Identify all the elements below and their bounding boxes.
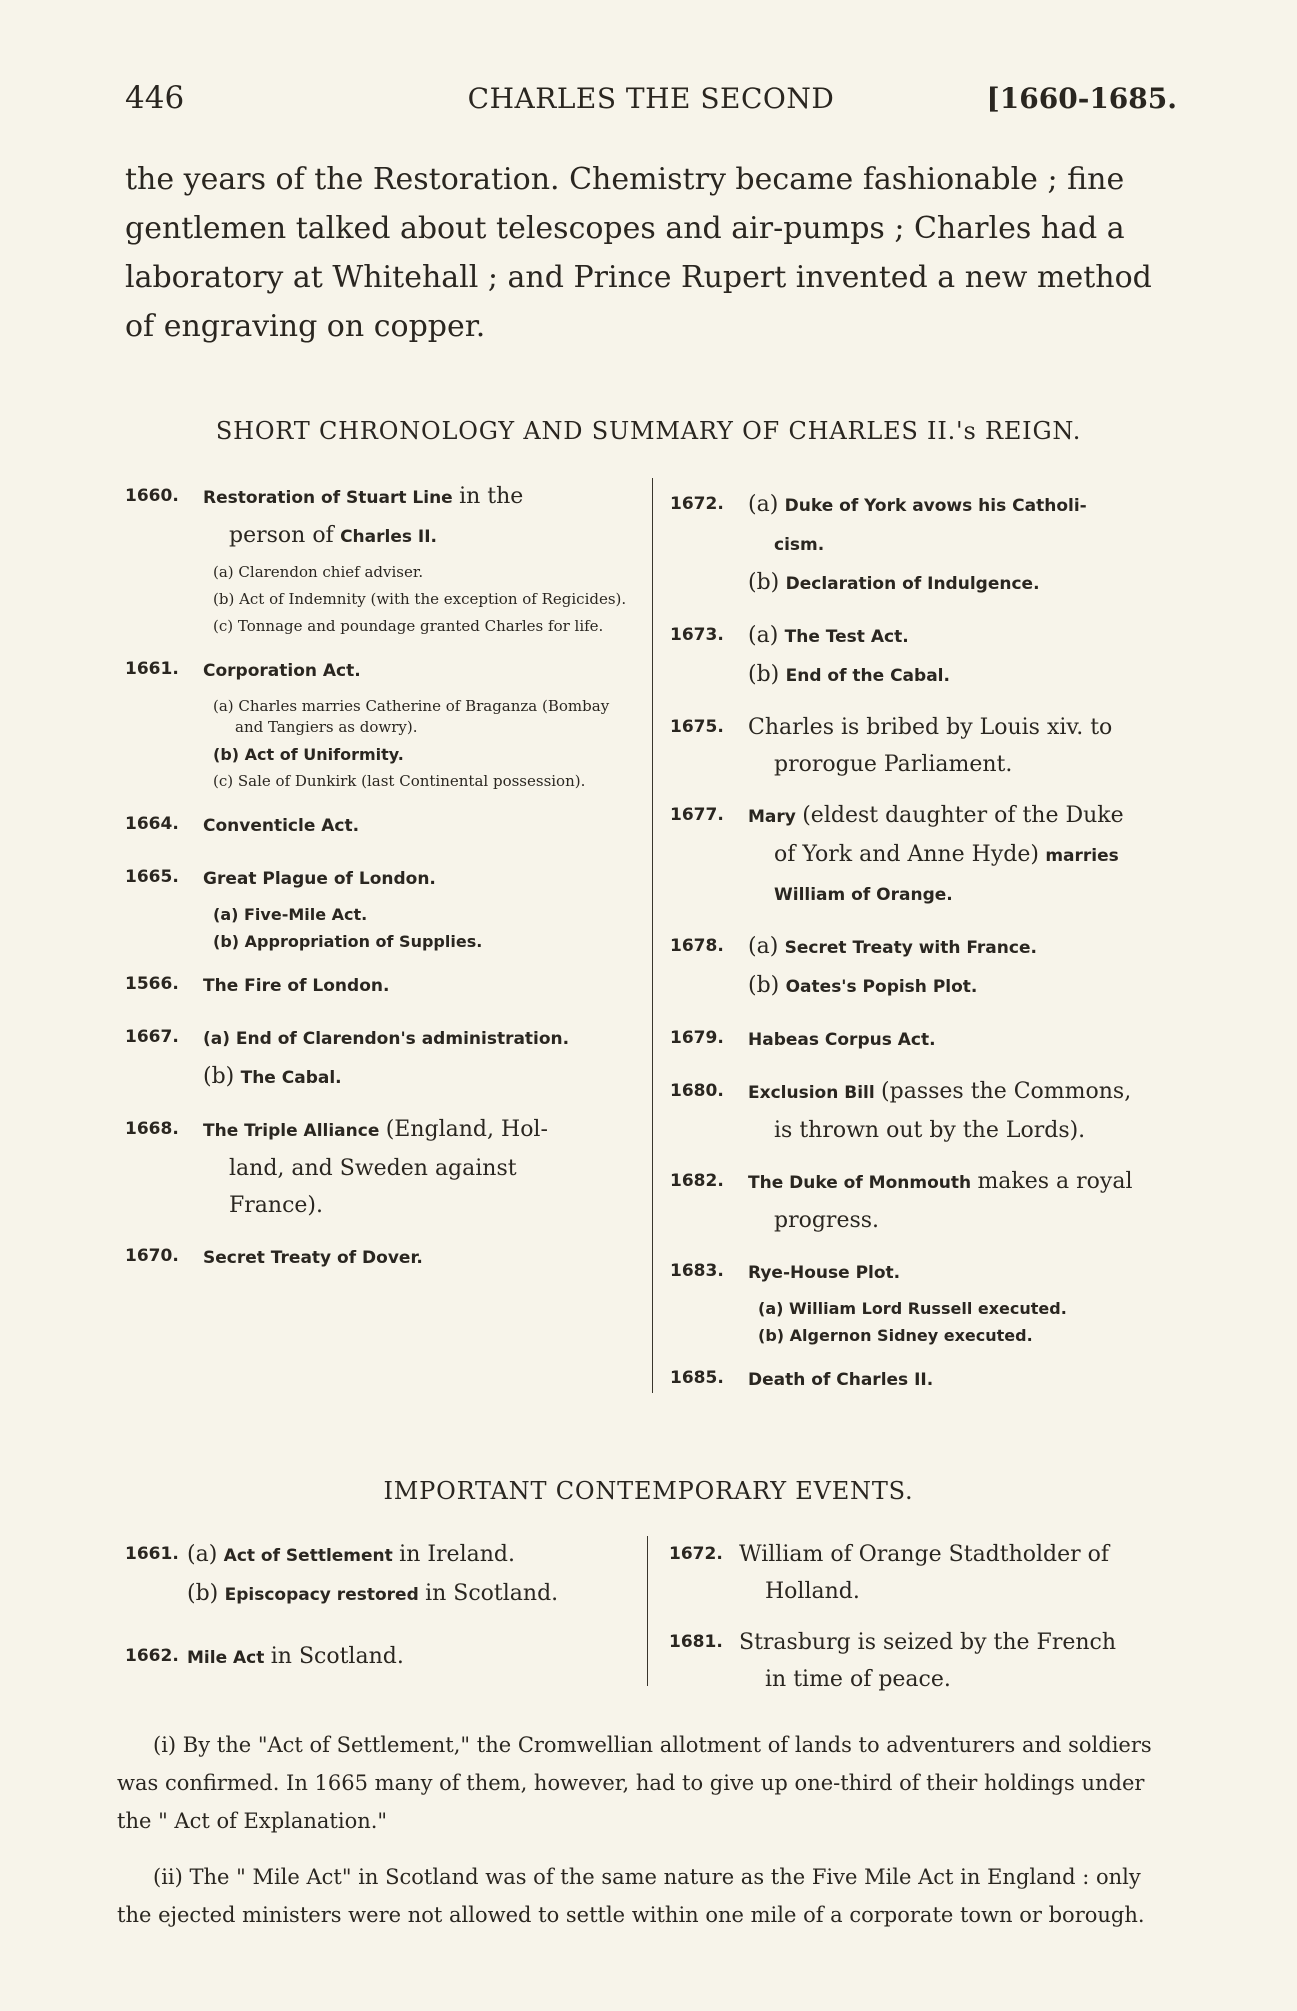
entry-sub-b: End of the Cabal. (785, 666, 950, 686)
entry-sub-a: (a) Five-Mile Act. (213, 905, 368, 924)
entry-year: 1662. (125, 1646, 179, 1666)
entry-text: Exclusion Bill (748, 1083, 875, 1103)
entry-text: Charles is bribed by Louis xiv. to (748, 715, 1113, 740)
entry-year: 1672. (669, 1544, 723, 1564)
intro-paragraph (125, 155, 1185, 351)
entry-year: 1664. (125, 814, 179, 834)
date-range: [1660-1685. (986, 82, 1177, 115)
event-entry-1662 (125, 1638, 630, 1677)
entry-year: 1681. (669, 1632, 723, 1652)
entry-text: Great Plague of London. (203, 869, 436, 889)
entry-text-cont: person of (229, 523, 334, 548)
chronology-entry-1670 (125, 1238, 630, 1277)
chronology-entry-1661 (125, 651, 630, 792)
entry-text: Conventicle Act. (203, 816, 360, 836)
entry-text-cont: marries (1045, 846, 1119, 866)
entry-text-cont: progress. (774, 1208, 880, 1233)
chronology-entry-1677 (670, 797, 1185, 914)
chronology-right-column (670, 486, 1185, 1413)
entry-year: 1667. (125, 1027, 179, 1047)
entry-text: Strasburg is seized by the French (739, 1630, 1117, 1655)
entry-text-cont: (England, Hol- (385, 1117, 548, 1142)
entry-year: 1683. (670, 1261, 724, 1281)
entry-sub-a-prefix: (a) (187, 1542, 218, 1567)
entry-year: 1660. (125, 486, 179, 506)
entry-text: Mile Act (187, 1648, 265, 1668)
running-head (125, 80, 1177, 120)
entry-sub-b: (b) Appropriation of Supplies. (213, 932, 483, 951)
chronology-entry-1667 (125, 1019, 630, 1097)
column-divider (652, 478, 653, 1393)
events-right-column (669, 1536, 1184, 1712)
chronology-entry-1666 (125, 966, 630, 1005)
entry-text: Restoration of Stuart Line (203, 488, 453, 508)
entry-text-cont: in the (459, 484, 524, 509)
chronology-entry-1675 (670, 709, 1185, 783)
intro-text: the years of the Restoration. Chemistry became fashionable ; fine gentlemen talked about telescopes and air-pumps ; Charles had a laboratory at Whitehall ; and Prince Rupert invented a new method of engraving on copper. (125, 162, 1152, 344)
event-entry-1661 (125, 1536, 630, 1614)
entry-year: 1675. (670, 717, 724, 737)
entry-sub-b-prefix: (b) (203, 1064, 235, 1089)
entry-text-cont: Charles II. (340, 527, 438, 547)
entry-year: 1566. (125, 974, 179, 994)
entry-year: 1673. (670, 625, 724, 645)
footnotes (117, 1726, 1177, 1952)
entry-text: Rye-House Plot. (748, 1263, 901, 1283)
entry-text-cont: Holland. (765, 1579, 860, 1604)
entry-sub-a: The Test Act. (784, 627, 909, 647)
entry-text-cont: in time of peace. (765, 1667, 951, 1692)
entry-text-cont: of York and Anne Hyde) (774, 842, 1039, 867)
entry-sub-a-prefix: (a) (748, 623, 779, 648)
chronology-entry-1660 (125, 478, 630, 637)
entry-text-cont: (passes the Commons, (881, 1079, 1132, 1104)
entry-sub-c: (c) Sale of Dunkirk (last Continental possession). (213, 772, 586, 790)
entry-sub-c: (c) Tonnage and poundage granted Charles for life. (213, 617, 604, 635)
chronology-entry-1665 (125, 859, 630, 952)
entry-year: 1682. (670, 1171, 724, 1191)
entry-text-cont: William of Orange. (774, 885, 953, 905)
entry-text-cont: land, and Sweden against (229, 1156, 517, 1181)
entry-year: 1665. (125, 867, 179, 887)
entry-text-cont: (eldest daughter of the Duke (802, 803, 1124, 828)
entry-text: Corporation Act. (203, 661, 361, 681)
entry-sub-b-prefix: (b) (748, 570, 780, 595)
entry-year: 1668. (125, 1119, 179, 1139)
entry-sub-a: (a) Charles marries Catherine of Braganza (Bombay and Tangiers as dowry). (213, 697, 610, 736)
entry-sub-b: The Cabal. (240, 1068, 342, 1088)
chronology-entry-1682 (670, 1163, 1185, 1239)
entry-text: Mary (748, 807, 796, 827)
entry-sub-a-prefix: (a) (748, 934, 779, 959)
entry-text-cont: in Scotland. (270, 1644, 404, 1669)
entry-sub-a: (a) End of Clarendon's administration. (203, 1029, 570, 1049)
running-title: CHARLES THE SECOND (467, 82, 835, 115)
entry-year: 1685. (670, 1368, 724, 1388)
entry-sub-a-cont: in Ireland. (399, 1542, 515, 1567)
entry-text: Habeas Corpus Act. (748, 1030, 936, 1050)
entry-sub-a: Secret Treaty with France. (784, 938, 1037, 958)
entry-year: 1679. (670, 1028, 724, 1048)
chronology-entry-1679 (670, 1020, 1185, 1059)
chronology-heading: SHORT CHRONOLOGY AND SUMMARY OF CHARLES II.'s REIGN. (215, 417, 1082, 445)
chronology-entry-1683 (670, 1253, 1185, 1346)
entry-text-cont: is thrown out by the Lords). (774, 1118, 1086, 1143)
entry-year: 1661. (125, 1544, 179, 1564)
entry-sub-b: (b) Act of Indemnity (with the exception of Regicides). (213, 590, 627, 608)
entry-sub-b: Oates's Popish Plot. (785, 977, 978, 997)
entry-year: 1670. (125, 1246, 179, 1266)
chronology-entry-1678 (670, 928, 1185, 1006)
chronology-entry-1673 (670, 617, 1185, 695)
events-heading: IMPORTANT CONTEMPORARY EVENTS. (383, 1477, 914, 1505)
event-entry-1681 (669, 1624, 1184, 1698)
entry-sub-b: Declaration of Indulgence. (785, 574, 1040, 594)
chronology-entry-1664 (125, 806, 630, 845)
chronology-entry-1668 (125, 1111, 630, 1224)
chronology-entry-1672 (670, 486, 1185, 603)
entry-sub-b: (b) Algernon Sidney executed. (758, 1326, 1033, 1345)
entry-sub-b-prefix: (b) (187, 1581, 219, 1606)
entry-sub-b: (b) Act of Uniformity. (213, 745, 404, 764)
footnote-i: (i) By the "Act of Settlement," the Cromwellian allotment of lands to adventurers and soldiers was confirmed. In 1665 many of them, however, had to give up one-third of their holdings under the " Act of Explanation." (117, 1733, 1152, 1833)
entry-sub-a: (a) Clarendon chief adviser. (213, 563, 424, 581)
entry-sub-b-cont: in Scotland. (425, 1581, 559, 1606)
entry-year: 1678. (670, 936, 724, 956)
entry-sub-a-cont: cism. (774, 535, 825, 555)
entry-year: 1661. (125, 659, 179, 679)
entry-text: Death of Charles II. (748, 1370, 934, 1390)
entry-sub-a: Duke of York avows his Catholi- (784, 496, 1087, 516)
entry-year: 1680. (670, 1081, 724, 1101)
entry-sub-a: (a) William Lord Russell executed. (758, 1299, 1067, 1318)
entry-text-cont: France). (229, 1193, 323, 1218)
entry-sub-a: Act of Settlement (223, 1546, 393, 1566)
event-entry-1672 (669, 1536, 1184, 1610)
entry-year: 1677. (670, 805, 724, 825)
entry-sub-b: Episcopacy restored (224, 1585, 419, 1605)
entry-text-cont: prorogue Parliament. (774, 752, 1013, 777)
entry-sub-a-prefix: (a) (748, 492, 779, 517)
entry-text: William of Orange Stadtholder of (739, 1542, 1110, 1567)
entry-text: The Fire of London. (203, 976, 390, 996)
chronology-left-column (125, 478, 630, 1291)
chronology-entry-1680 (670, 1073, 1185, 1149)
footnote-ii: (ii) The " Mile Act" in Scotland was of the same nature as the Five Mile Act in England : only the ejected ministers were not allowed to settle within one mile of a corporate town or borough. (117, 1865, 1145, 1927)
entry-sub-b-prefix: (b) (748, 662, 780, 687)
entry-text-cont: makes a royal (977, 1169, 1133, 1194)
entry-sub-b-prefix: (b) (748, 973, 780, 998)
entry-year: 1672. (670, 494, 724, 514)
events-left-column (125, 1536, 630, 1691)
page-number: 446 (125, 80, 185, 116)
entry-text: Secret Treaty of Dover. (203, 1248, 423, 1268)
chronology-entry-1685 (670, 1360, 1185, 1399)
entry-text: The Duke of Monmouth (748, 1173, 972, 1193)
entry-text: The Triple Alliance (203, 1121, 380, 1141)
column-divider (647, 1536, 648, 1686)
